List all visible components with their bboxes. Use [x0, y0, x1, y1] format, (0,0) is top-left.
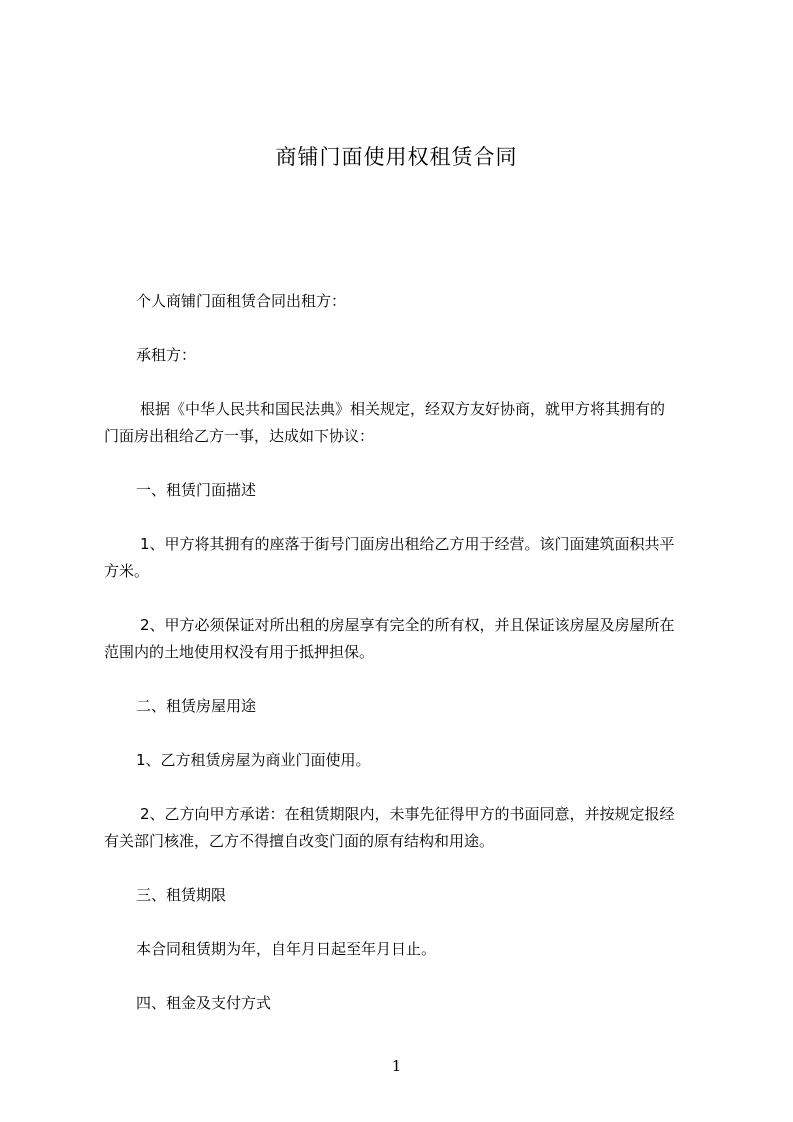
section-3-body: 本合同租赁期为年，自年月日起至年月日止。 — [136, 940, 437, 958]
section-2-item-2-line-1: 2、乙方向甲方承诺：在租赁期限内，未事先征得甲方的书面同意，并按规定报经 — [140, 805, 675, 823]
page-number: 1 — [391, 1057, 402, 1075]
section-1-heading: 一、租赁门面描述 — [136, 481, 257, 499]
section-3-heading: 三、租赁期限 — [136, 886, 227, 904]
intro-paragraph-line-1: 根据《中华人民共和国民法典》相关规定，经双方友好协商，就甲方将其拥有的 — [140, 400, 666, 418]
section-1-item-1-line-1: 1、甲方将其拥有的座落于街号门面房出租给乙方用于经营。该门面建筑面积共平 — [140, 535, 675, 553]
document-title: 商铺门面使用权租赁合同 — [275, 145, 518, 169]
section-1-item-2-line-1: 2、甲方必须保证对所出租的房屋享有完全的所有权，并且保证该房屋及房屋所在 — [140, 616, 675, 634]
lessee-line: 承租方： — [136, 346, 197, 364]
section-1-item-2-line-2: 范围内的土地使用权没有用于抵押担保。 — [104, 643, 375, 661]
section-2-item-1: 1、乙方租赁房屋为商业门面使用。 — [136, 751, 371, 769]
section-1-item-1-line-2: 方米。 — [104, 562, 150, 580]
section-2-heading: 二、租赁房屋用途 — [136, 697, 257, 715]
intro-paragraph-line-2: 门面房出租给乙方一事，达成如下协议： — [104, 427, 375, 445]
section-2-item-2-line-2: 有关部门核准，乙方不得擅自改变门面的原有结构和用途。 — [104, 832, 495, 850]
section-4-heading: 四、租金及支付方式 — [136, 994, 272, 1012]
lessor-line: 个人商铺门面租赁合同出租方： — [136, 292, 347, 310]
